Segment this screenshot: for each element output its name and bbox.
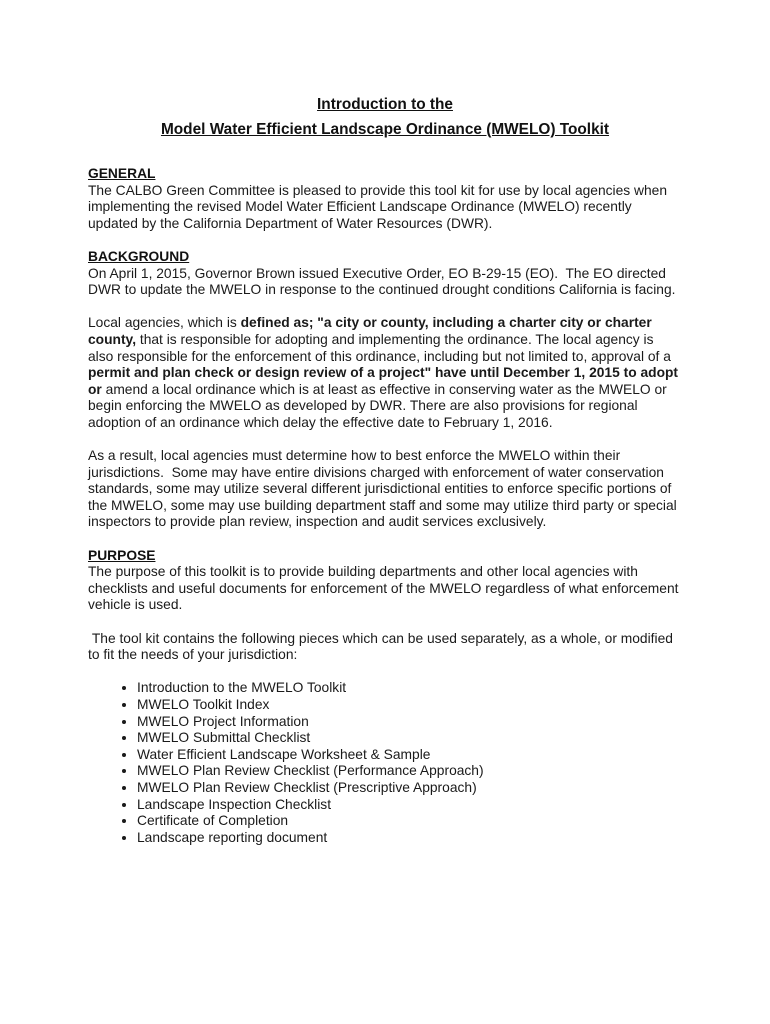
background-paragraph-3: As a result, local agencies must determine how to best enforce the MWELO within their jurisdictions. Some may have entire divisions charged with enforcement of water conservation standards, some may utilize several different jurisdictional entities to enforce specific portions of the MWELO, some may use building department staff and some may utilize third party or special inspectors to provide plan review, inspection and audit services exclusively. — [88, 448, 681, 530]
toolkit-pieces-list — [88, 680, 682, 846]
general-heading: GENERAL — [88, 166, 156, 181]
section-general — [88, 166, 682, 232]
list-item: • MWELO Submittal Checklist — [137, 730, 682, 747]
list-item: • MWELO Plan Review Checklist (Prescriptive Approach) — [137, 780, 682, 797]
background-p2-regular-1: Local agencies, which is — [88, 315, 241, 331]
list-item: • Certificate of Completion — [137, 813, 682, 830]
background-paragraph-1: On April 1, 2015, Governor Brown issued Executive Order, EO B-29-15 (EO). The EO directed DWR to update the MWELO in response to the continued drought conditions California is facing. — [88, 265, 676, 298]
general-paragraph: The CALBO Green Committee is pleased to provide this tool kit for use by local agencies when implementing the revised Model Water Efficient Landscape Ordinance (MWELO) recently updated by the California Department of Water Resources (DWR). — [88, 182, 671, 231]
list-item: • MWELO Project Information — [137, 714, 682, 731]
purpose-paragraph-1: The purpose of this toolkit is to provide building departments and other local agencies with checklists and useful documents for enforcement of the MWELO regardless of what enforcement vehicle is used. — [88, 564, 683, 613]
background-p2-bold-2: permit and plan check or design review of a project" have until December 1, 2015 to adopt or — [88, 365, 682, 397]
list-item: • MWELO Toolkit Index — [137, 697, 682, 714]
background-p2-regular-3: amend a local ordinance which is at least as effective in conserving water as the MWELO or begin enforcing the MWELO as developed by DWR. There are also provisions for regional adoption of an ordinance which delay the effective date to February 1, 2016. — [88, 381, 671, 430]
background-paragraph-2 — [88, 315, 682, 431]
list-item: • Landscape Inspection Checklist — [137, 797, 682, 814]
document-title — [88, 92, 682, 142]
list-item: • MWELO Plan Review Checklist (Performance Approach) — [137, 763, 682, 780]
purpose-paragraph-2: The tool kit contains the following pieces which can be used separately, as a whole, or modified to fit the needs of your jurisdiction: — [88, 630, 677, 663]
title-line-2: Model Water Efficient Landscape Ordinance (MWELO) Toolkit — [160, 121, 610, 138]
background-p2-bold-1: defined as; "a city or county, including a charter city or charter county, — [88, 315, 656, 347]
section-purpose — [88, 548, 682, 847]
list-item: • Water Efficient Landscape Worksheet & Sample — [137, 747, 682, 764]
list-item: • Landscape reporting document — [137, 830, 682, 847]
background-p2-regular-2: that is responsible for adopting and implementing the ordinance. The local agency is also responsible for the enforcement of this ordinance, including but not limited to, approval of a — [88, 331, 675, 364]
purpose-heading: PURPOSE — [88, 547, 156, 563]
section-background — [88, 249, 682, 531]
title-line-1: Introduction to the — [317, 96, 453, 113]
background-heading: BACKGROUND — [88, 248, 190, 264]
list-item: • Introduction to the MWELO Toolkit — [137, 680, 682, 697]
